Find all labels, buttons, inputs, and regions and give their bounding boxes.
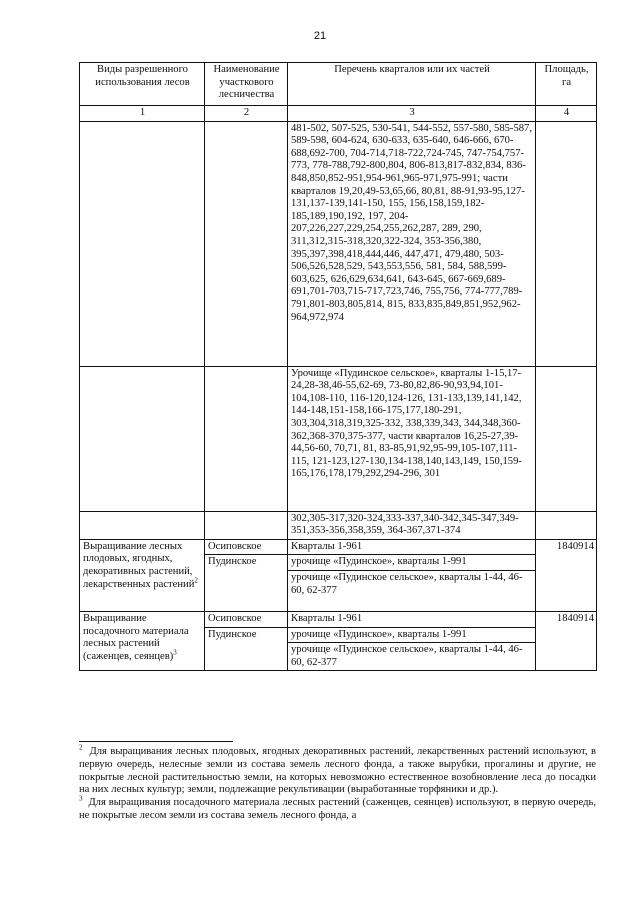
col-number: 4 (536, 106, 597, 122)
quarters-list-cell: Кварталы 1-961 (288, 611, 536, 627)
quarters-list-cell: урочище «Пудинское», кварталы 1-991 (288, 627, 536, 643)
quarters-list-cell: 302,305-317,320-324,333-337,340-342,345-347,349-351,353-356,358,359, 364-367,371-374 (288, 511, 536, 539)
header-forestry: Наименование участкового лесничества (205, 63, 288, 106)
empty-cell (80, 121, 205, 366)
empty-cell (80, 511, 205, 539)
area-cell: 1840914 (536, 611, 597, 670)
quarters-list-cell: урочище «Пудинское сельское», кварталы 1-44, 46-60, 62-377 (288, 643, 536, 671)
col-number: 3 (288, 106, 536, 122)
forest-use-table (79, 62, 597, 671)
forestry-cell: Осиповское (205, 539, 288, 555)
forestry-cell: Пудинское (205, 555, 288, 612)
empty-cell (205, 121, 288, 366)
page-number: 21 (313, 30, 327, 42)
table-header-row (80, 63, 597, 106)
footnote-ref: 2 (194, 576, 198, 585)
quarters-list-cell: Урочище «Пудинское сельское», кварталы 1-15,17-24,28-38,46-55,62-69, 73-80,82,86-90,93,94,101-104,108-110, 116-120,124-126, 131-133,139,141,142, 144-148,151-158,166-175,177,180-291, 303,304,318,319,325-332, 338,339,343, 344,348,360-362,368-370,375-377, части кварталов 16,25-27,39-44,56-60, 70,71, 81, 83-85,91,92,95-99,105-107,111-115, 121-123,127-130,134-138,140,143,149, 150,159-165,176,178,179,292,294-296, 301 (288, 366, 536, 511)
footnote-ref: 3 (173, 648, 177, 657)
quarters-list-cell: урочище «Пудинское», кварталы 1-991 (288, 555, 536, 571)
use-type-cell: Выращивание посадочного материала лесных растений (саженцев, сеянцев)$^3$ (80, 611, 205, 670)
table-row (80, 539, 597, 555)
use-type-cell: Выращивание лесных плодовых, ягодных, декоративных растений, лекарственных растений$^2$ (80, 539, 205, 611)
area-cell: 1840914 (536, 539, 597, 611)
empty-cell (536, 511, 597, 539)
header-use-type: Виды разрешенного использования лесов (80, 63, 205, 106)
col-number: 1 (80, 106, 205, 122)
footnote: $^3$ Для выращивания посадочного материала лесных растений (саженцев, сеянцев) используют, в первую очередь, не покрытые лесом земли из состава земель лесного фонда, а (79, 794, 596, 821)
quarters-list-cell: урочище «Пудинское сельское», кварталы 1-44, 46-60, 62-377 (288, 570, 536, 611)
quarters-list-cell: Кварталы 1-961 (288, 539, 536, 555)
table-row (80, 511, 597, 539)
forestry-cell: Пудинское (205, 627, 288, 671)
table-row (80, 366, 597, 511)
footnote-mark: 3 (79, 794, 83, 803)
table-row (80, 611, 597, 627)
empty-cell (205, 366, 288, 511)
table-row (80, 121, 597, 366)
header-quarters: Перечень кварталов или их частей (288, 63, 536, 106)
empty-cell (536, 366, 597, 511)
empty-cell (80, 366, 205, 511)
column-number-row (80, 106, 597, 122)
forestry-cell: Осиповское (205, 611, 288, 627)
empty-cell (536, 121, 597, 366)
quarters-list-cell: 481-502, 507-525, 530-541, 544-552, 557-580, 585-587, 589-598, 604-624, 630-633, 635-640, 646-666, 670-688,692-700, 704-714,718-722,724-745, 747-754,757-773, 778-788,792-800,804, 806-813,817-832,834, 836-848,850,852-951,954-961,965-971,975-991; части кварталов 19,20,49-53,65,66, 80,81, 88-91,93-95,127-131,137-139,141-150, 155, 156,158,159,182-185,189,190,192, 197, 204-207,226,227,229,254,255,262,287, 289, 290, 311,312,315-318,320,322-324, 353-356,380, 395,397,398,418,444,446, 447,471, 479,480, 503-506,526,528,529, 543,553,556, 581, 584, 588,599-603,625, 626,629,634,641, 643-645, 667-669,689-691,701-703,715-717,723,746, 755,756, 774-777,789-791,801-803,805,814, 815, 833,835,849,851,952,962-964,972,974 (288, 121, 536, 366)
col-number: 2 (205, 106, 288, 122)
header-area: Площадь, га (536, 63, 597, 106)
empty-cell (205, 511, 288, 539)
footnote-separator (79, 741, 233, 742)
footnote: $^2$ Для выращивания лесных плодовых, ягодных декоративных растений, лекарственных растений используют, в первую очередь, нелесные земли из состава земель лесного фонда, а также вырубки, прогалины и другие, не покрытые лесной растительностью земли, на которых невозможно естественное возобновление леса до посадки на них лесных культур; земли, подлежащие рекультивации (выработанные торфяники и др.). (79, 743, 596, 796)
footnote-mark: 2 (79, 743, 83, 752)
footnotes (79, 743, 596, 823)
